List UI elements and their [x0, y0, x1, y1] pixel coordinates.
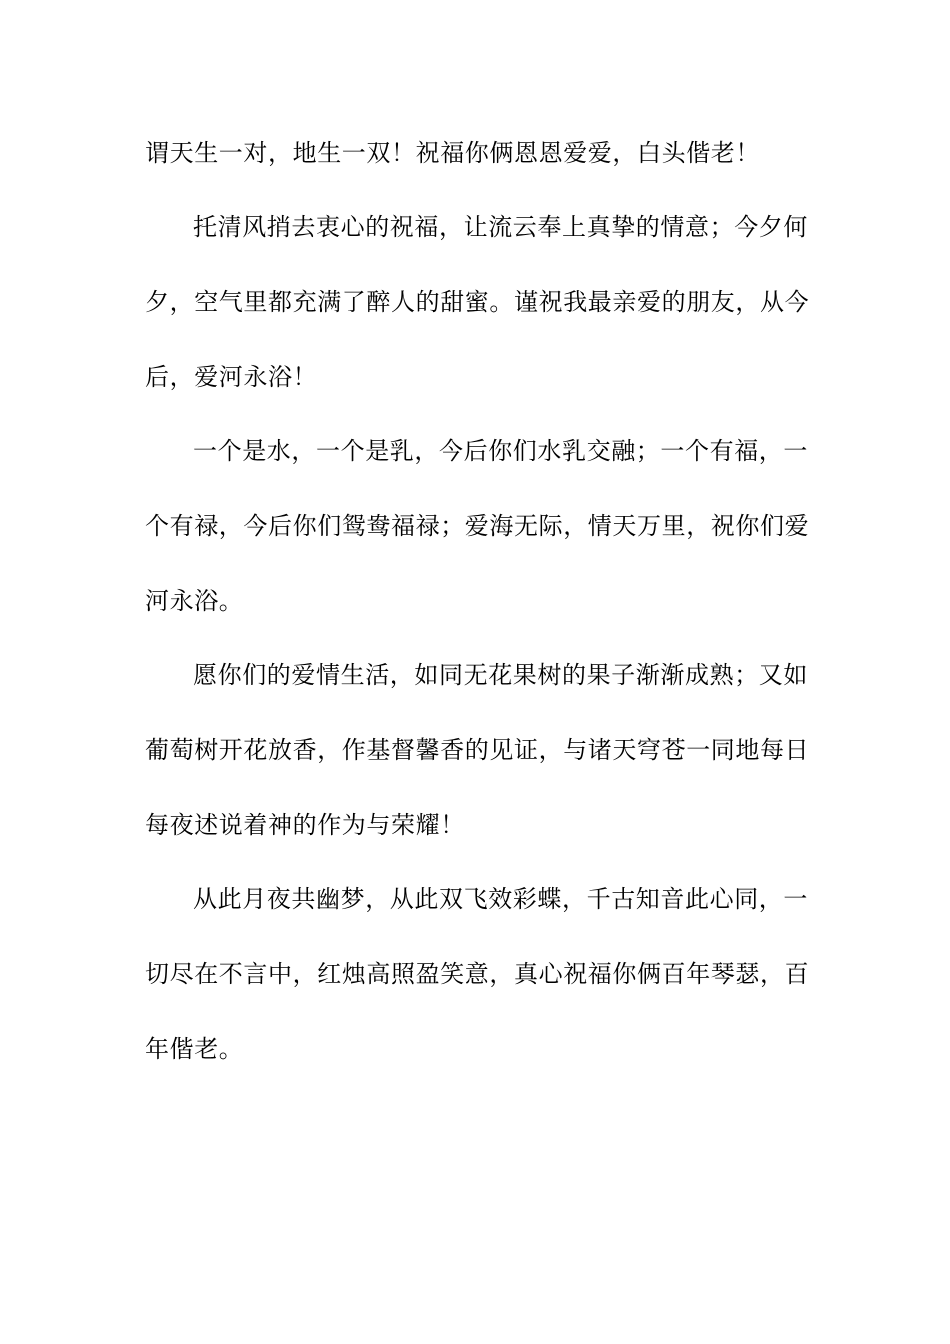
paragraph-first-line: 一个是水，一个是乳，今后你们水乳交融；一个有福，一: [193, 437, 808, 465]
text-line: 个有禄，今后你们鸳鸯福禄；爱海无际，情天万里，祝你们爱: [145, 512, 810, 540]
text-line: 葡萄树开花放香，作基督馨香的见证，与诸天穹苍一同地每日: [145, 736, 810, 764]
text-line: 后，爱河永浴！: [145, 363, 318, 391]
paragraph-first-line: 托清风捎去衷心的祝福，让流云奉上真挚的情意；今夕何: [193, 213, 808, 241]
text-line: 切尽在不言中，红烛高照盈笑意，真心祝福你俩百年琴瑟，百: [145, 960, 810, 988]
text-line: 年偕老。: [145, 1035, 244, 1063]
text-line: 夕，空气里都充满了醉人的甜蜜。谨祝我最亲爱的朋友，从今: [145, 288, 810, 316]
paragraph-first-line: 愿你们的爱情生活，如同无花果树的果子渐渐成熟；又如: [193, 661, 808, 689]
text-line: 每夜述说着神的作为与荣耀！: [145, 811, 465, 839]
paragraph-first-line: 从此月夜共幽梦，从此双飞效彩蝶，千古知音此心同，一: [193, 885, 808, 913]
text-line: 谓天生一对，地生一双！祝福你俩恩恩爱爱，白头偕老！: [145, 139, 760, 167]
text-line: 河永浴。: [145, 587, 244, 615]
